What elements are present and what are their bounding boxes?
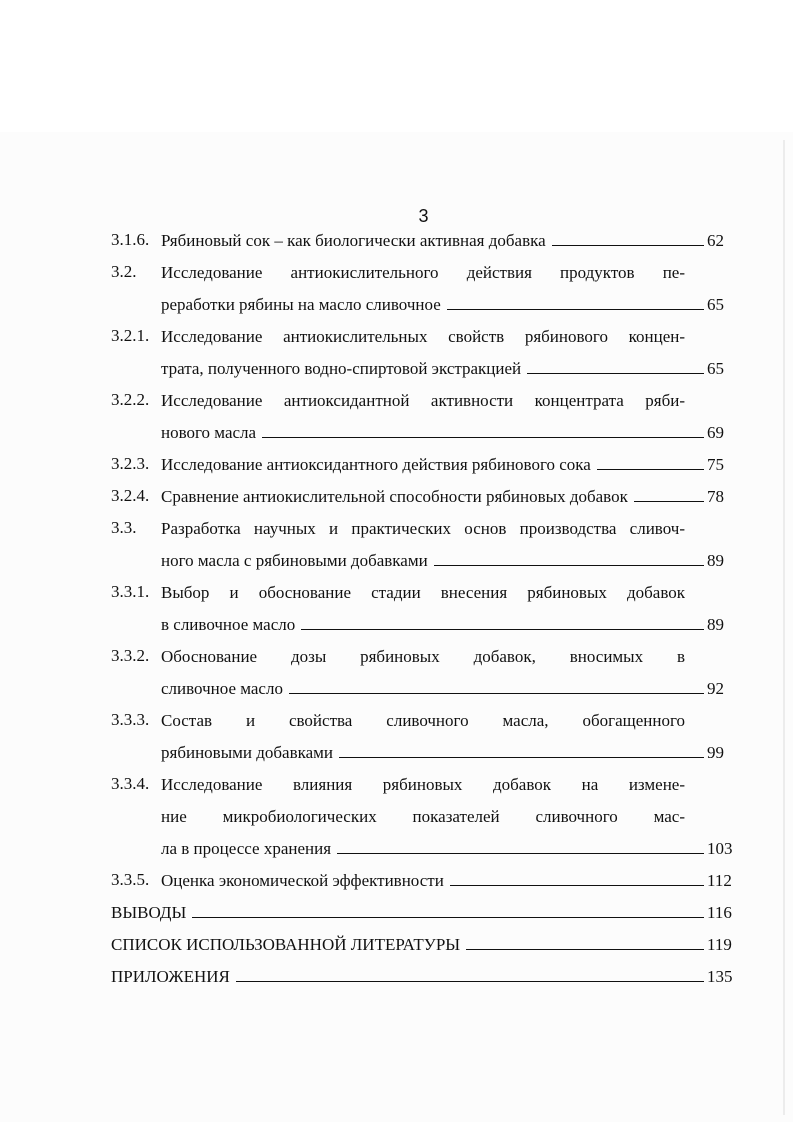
toc-entry-title xyxy=(111,614,737,646)
leader-line xyxy=(434,550,704,566)
toc-entry-line: Исследование влияния рябиновых добавок на измене- xyxy=(161,775,685,794)
toc-entry-title-text: реработки рябины на масло сливочное xyxy=(161,295,441,314)
leader-line xyxy=(262,422,704,438)
toc-entry-page: 78 xyxy=(707,487,724,506)
toc-entry-number: 3.3.1. xyxy=(111,582,150,601)
toc-entry-page: 62 xyxy=(707,231,724,250)
leader-line xyxy=(466,934,704,950)
toc-entry xyxy=(111,646,737,710)
toc-entry-page: 75 xyxy=(707,455,724,474)
toc-entry-number: 3.3.5. xyxy=(111,870,150,889)
toc-entry-number: 3.3.4. xyxy=(111,774,150,793)
toc-entry-title-text: СПИСОК ИСПОЛЬЗОВАННОЙ ЛИТЕРАТУРЫ xyxy=(111,935,461,954)
toc-entry-page: 65 xyxy=(707,359,724,378)
toc-entry-page: 89 xyxy=(707,615,724,634)
toc-entry-title xyxy=(111,678,737,710)
toc-entry-page: 119 xyxy=(707,935,732,954)
toc-entry-title-text: Сравнение антиокислительной способности рябиновых добавок xyxy=(161,487,628,506)
toc-entry-title-text: ВЫВОДЫ xyxy=(111,903,187,922)
toc-entry xyxy=(111,230,737,262)
leader-line xyxy=(301,614,704,630)
toc-entry xyxy=(111,454,737,486)
leader-line xyxy=(192,902,704,918)
toc-entry xyxy=(111,262,737,326)
toc-entry-line: Исследование антиокислительных свойств рябинового концен- xyxy=(161,327,685,346)
toc-entry xyxy=(111,390,737,454)
toc-entry-title xyxy=(111,838,737,870)
toc-entry-page: 103 xyxy=(707,839,733,858)
toc-entry-number: 3.3.2. xyxy=(111,646,150,665)
toc-entry-page: 89 xyxy=(707,551,724,570)
toc-entry-title-text: сливочное масло xyxy=(161,679,283,698)
toc-entry-title xyxy=(111,934,737,966)
toc-entry xyxy=(111,486,737,518)
toc-entry xyxy=(111,710,737,774)
toc-entry-number: 3.2.4. xyxy=(111,486,150,505)
toc-entry-title-text: рябиновыми добавками xyxy=(161,743,333,762)
toc-entry-title xyxy=(111,966,737,998)
toc-entry-line: Исследование антиокислительного действия продуктов пе- xyxy=(161,263,685,282)
toc-entry-number: 3.2.3. xyxy=(111,454,150,473)
toc-entry-title-text: Рябиновый сок – как биологически активная добавка xyxy=(161,231,546,250)
toc-entry-page: 112 xyxy=(707,871,732,890)
leader-line xyxy=(337,838,704,854)
toc-entry-title xyxy=(111,870,737,902)
toc-entry-title-text: ПРИЛОЖЕНИЯ xyxy=(111,967,230,986)
leader-line xyxy=(236,966,704,982)
toc-entry xyxy=(111,902,737,934)
toc-entry-line: ние микробиологических показателей сливочного мас- xyxy=(161,807,685,826)
toc-entry xyxy=(111,934,737,966)
toc-entry-line: Исследование антиоксидантной активности концентрата ряби- xyxy=(161,391,685,410)
toc-entry-number: 3.1.6. xyxy=(111,230,150,249)
toc-entry-line: Выбор и обоснование стадии внесения рябиновых добавок xyxy=(161,583,685,602)
toc-entry-title-text: Оценка экономической эффективности xyxy=(161,871,444,890)
toc-entry-title xyxy=(111,486,737,518)
toc-entry xyxy=(111,518,737,582)
leader-line xyxy=(339,742,704,758)
toc-entry-title-text: Исследование антиоксидантного действия рябинового сока xyxy=(161,455,591,474)
toc-entry-page: 92 xyxy=(707,679,724,698)
toc-entry xyxy=(111,774,737,870)
leader-line xyxy=(289,678,704,694)
toc-entry-page: 99 xyxy=(707,743,724,762)
toc-entry xyxy=(111,966,737,998)
toc-entry-page: 116 xyxy=(707,903,732,922)
toc-entry-line: Обоснование дозы рябиновых добавок, вносимых в xyxy=(161,647,685,666)
toc-entry-title xyxy=(111,454,737,486)
toc-entry-title-text: трата, полученного водно-спиртовой экстракцией xyxy=(161,359,522,378)
toc-entry-title xyxy=(111,230,737,262)
toc-entry-title-text: ла в процессе хранения xyxy=(161,839,332,858)
toc-entry-number: 3.2.1. xyxy=(111,326,150,345)
toc-entry-title xyxy=(111,294,737,326)
leader-line xyxy=(447,294,704,310)
leader-line xyxy=(597,454,704,470)
toc-entry-title xyxy=(111,902,737,934)
toc-entry-number: 3.3.3. xyxy=(111,710,150,729)
leader-line xyxy=(450,870,704,886)
toc-entry-title-text: нового масла xyxy=(161,423,257,442)
leader-line xyxy=(552,230,704,246)
toc-entry-title xyxy=(111,742,737,774)
toc-entry-page: 69 xyxy=(707,423,724,442)
toc-entry-title xyxy=(111,358,737,390)
page-number: 3 xyxy=(418,206,429,226)
toc-entry-title-text: в сливочное масло xyxy=(161,615,296,634)
leader-line xyxy=(527,358,704,374)
leader-line xyxy=(634,486,704,502)
toc-entry-title-text: ного масла с рябиновыми добавками xyxy=(161,551,428,570)
scan-edge-line xyxy=(783,140,785,1115)
toc-entry-title xyxy=(111,422,737,454)
toc-entry-page: 65 xyxy=(707,295,724,314)
toc-entry-number: 3.2. xyxy=(111,262,137,281)
toc-entry xyxy=(111,582,737,646)
toc-entry-number: 3.2.2. xyxy=(111,390,150,409)
toc-entry-number: 3.3. xyxy=(111,518,137,537)
toc-entry-page: 135 xyxy=(707,967,733,986)
toc-entry-line: Разработка научных и практических основ производства сливоч- xyxy=(161,519,685,538)
toc-entry xyxy=(111,870,737,902)
toc-entry xyxy=(111,326,737,390)
toc-entry-title xyxy=(111,550,737,582)
toc-entry-line: Состав и свойства сливочного масла, обогащенного xyxy=(161,711,685,730)
